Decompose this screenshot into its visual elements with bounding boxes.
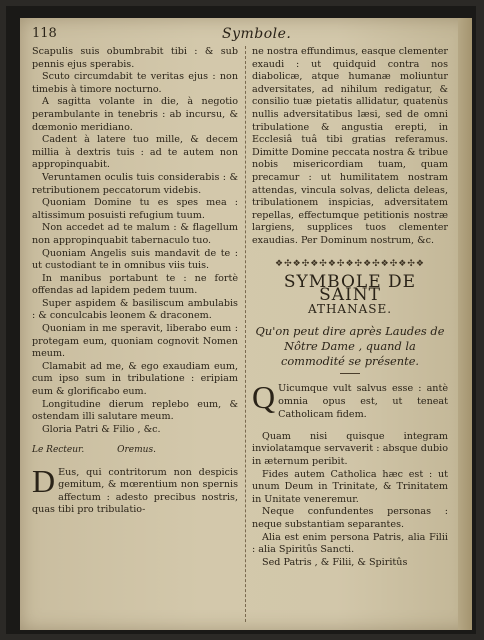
prayer-paragraph [32, 462, 238, 517]
creed-first-text: Uicumque vult salvus esse : antè omnia opus est, ut teneat Catholicam fidem. [278, 383, 448, 420]
running-title: Symbole. [222, 26, 292, 42]
verse-paragraph: Gloria Patri & Filio , &c. [42, 423, 161, 435]
verse-paragraph: Quoniam in me speravit, liberabo eum : protegam eum, quoniam cognovit Nomen meum. [32, 323, 238, 360]
left-column [32, 46, 238, 527]
right-column [252, 46, 448, 569]
verse-paragraph: Clamabit ad me, & ego exaudiam eum, cum ipso sum in tribulatione : eripiam eum & glorificabo eum. [32, 360, 238, 398]
book-page [20, 18, 472, 630]
column-divider [245, 46, 247, 622]
verse-paragraph: Super aspidem & basiliscum ambulabis : & conculcabis leonem & draconem. [32, 297, 238, 322]
section-title-line2: ATHANASE. [307, 302, 393, 317]
verse-paragraph: In manibus portabunt te : ne fortè offendas ad lapidem pedem tuum. [32, 272, 238, 297]
rubric-oremus: Oremus. [117, 445, 156, 456]
prayer-text: Eus, qui contritorum non despicis gemitum, & mœrentium non spernis affectum : adesto precibus nostris, quas tibi pro tribulatio- [32, 466, 238, 516]
prayer-drop-cap: D [32, 462, 56, 499]
verse-paragraph: Cadent à latere tuo mille, & decem millia à dextris tuis : ad te autem non appropinquabit. [32, 134, 238, 171]
ornament-band: ❖✣❖✣❖✣❖✣❖✣❖✣❖✣❖✣❖ [275, 258, 425, 269]
verse-paragraph: A sagitta volante in die, à negotio perambulante in tenebris : ab incursu, & dœmonio meridiano. [32, 96, 238, 133]
creed-first-paragraph [252, 379, 448, 421]
creed-paragraph: Neque confundentes personas : neque substantiam separantes. [252, 506, 448, 530]
creed-paragraph: Sed Patris , & Filii, & Spiritûs [262, 556, 408, 568]
rubric-speaker: Le Recteur. [32, 445, 85, 456]
verse-paragraph: Quoniam Domine tu es spes mea : altissimum posuisti refugium tuum. [32, 197, 238, 221]
verse-paragraph: Longitudine dierum replebo eum, & ostendam illi salutare meum. [32, 398, 238, 423]
verse-paragraph: Non accedet ad te malum : & flagellum non appropinquabit tabernaculo tuo. [32, 222, 238, 246]
page-header [32, 26, 446, 44]
separator-rule [340, 373, 360, 374]
photo-frame [6, 6, 476, 634]
rubric-row [32, 444, 238, 457]
section-title: SYMBOLE DE SAINT [283, 272, 417, 305]
verse-paragraph: Scapulis suis obumbrabit tibi : & sub pennis ejus sperabis. [32, 46, 238, 70]
verse-paragraph: Scuto circumdabit te veritas ejus : non timebis à timore nocturno. [32, 71, 238, 95]
creed-text [252, 431, 448, 570]
creed-drop-cap: Q [252, 379, 276, 416]
section-subtitle: Qu'on peut dire après Laudes de Nôtre Dame , quand la commodité se présente. [255, 323, 445, 368]
prayer-continuation: ne nostra effundimus, easque clementer exaudi : ut quidquid contra nos diabolicæ, atque humanæ moliuntur adversitates, ad nihilum redigatur, & consilio tuæ pietatis allidatur, quatenùs nullis adversitatibus læsi, sed de omni tribulatione & angustia erepti, in Ecclesiâ tuâ tibi gratias referamus. Dimitte Domine peccata nostra & tribue nobis misericordiam tuam, quam precamur : ut humilitatem nostram attendas, vincula solvas, delicta deleas, tribulationem inspicias, adversitatem repellas, effectumque petitionis nostræ largiens, supplices tuos clementer exaudias. Per Dominum nostrum, &c. [252, 46, 448, 246]
page-number: 118 [32, 26, 57, 41]
creed-paragraph: Fides autem Catholica hæc est : ut unum Deum in Trinitate, & Trinitatem in Unitate veneremur. [252, 468, 448, 505]
verse-paragraph: Veruntamen oculis tuis considerabis : & retributionem peccatorum videbis. [32, 171, 238, 196]
creed-paragraph: Alia est enim persona Patris, alia Filii : alia Spiritûs Sancti. [252, 531, 448, 556]
page-edge [458, 18, 472, 630]
psalm-text [32, 46, 238, 436]
verse-paragraph: Quoniam Angelis suis mandavit de te : ut custodiant te in omnibus viis tuis. [32, 247, 238, 272]
creed-paragraph: Quam nisi quisque integram inviolatamque servaverit : absque dubio in æternum peribit. [252, 430, 448, 468]
